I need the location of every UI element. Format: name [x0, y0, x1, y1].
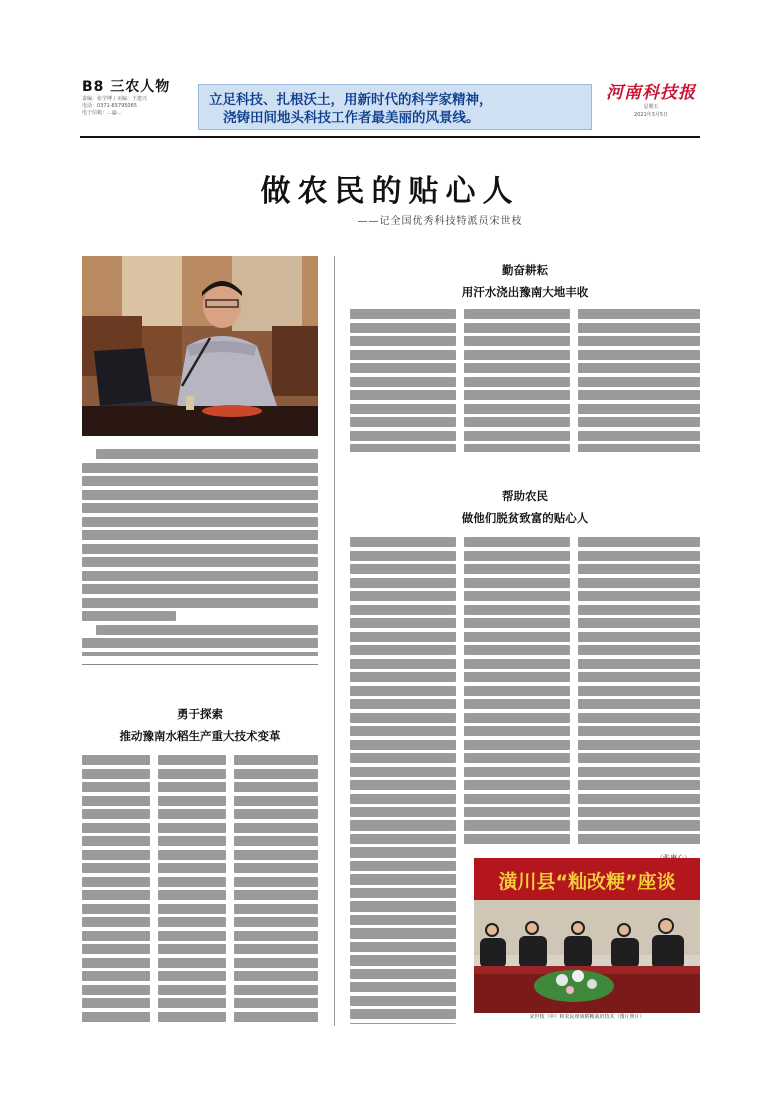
column-divider [334, 256, 335, 1026]
meta-line: 电话：0371-65795065 [82, 103, 137, 110]
header-rule [80, 136, 700, 138]
section2-column2 [464, 306, 570, 452]
newspaper-masthead: 河南科技报 [606, 83, 696, 103]
meeting-photo-image [474, 858, 700, 1013]
portrait-photo-image [82, 256, 318, 436]
section1-column2 [158, 752, 226, 1022]
meta-line: 责编：张学博 / 美编：王建兴 [82, 96, 147, 102]
meeting-photo [474, 858, 700, 1013]
slogan-line-1: 立足科技、扎根沃土，用新时代的科学家精神， [209, 92, 493, 107]
page-number [82, 76, 170, 96]
section1-column3 [234, 752, 318, 1022]
section2-column3 [578, 306, 700, 452]
meta-line: 电子信箱：...@... [82, 110, 122, 117]
section-divider [82, 664, 318, 665]
section-heading-line1: 勇于探索 [177, 707, 223, 721]
edition-date: 2021年3月5日 [633, 112, 669, 118]
section-heading-line2: 做他们脱贫致富的贴心人 [461, 511, 589, 525]
portrait-photo [82, 256, 318, 436]
section-heading-3 [350, 488, 700, 526]
section3-column2 [464, 534, 570, 844]
editor-info [82, 96, 192, 118]
banner-sign-text: 潢川县“籼改粳”座谈 [498, 871, 676, 893]
edition-info [606, 103, 696, 119]
section-heading-line2: 用汗水浇出豫南大地丰收 [461, 285, 589, 299]
section2-column1 [350, 306, 456, 452]
section3-column1 [350, 534, 456, 1024]
section3-column3 [578, 534, 700, 844]
section-heading-line1: 勤奋耕耘 [502, 263, 548, 277]
section-heading-line2: 推动豫南水稻生产重大技术变革 [119, 729, 281, 743]
section-name: 三农人物 [110, 79, 171, 95]
section-heading-2 [350, 262, 700, 300]
intro-text-block [82, 446, 318, 656]
page-number-value: B8 [82, 79, 105, 95]
article-subtitle: ——记全国优秀科技特派员宋世枝 [357, 216, 523, 227]
slogan-banner [198, 84, 592, 130]
edition-day: 星期五 [643, 104, 659, 110]
slogan-line-2: 浇铸田间地头科技工作者最美丽的风景线。 [223, 110, 480, 125]
section-heading-line1: 帮助农民 [502, 489, 548, 503]
meeting-photo-caption: 宋世枝（中）和农民座谈稻粳栽培技术（图片照片） [529, 1014, 645, 1020]
article-title: 做农民的贴心人 [260, 174, 520, 209]
section1-column1 [82, 752, 150, 1022]
section-heading-1 [82, 706, 318, 744]
